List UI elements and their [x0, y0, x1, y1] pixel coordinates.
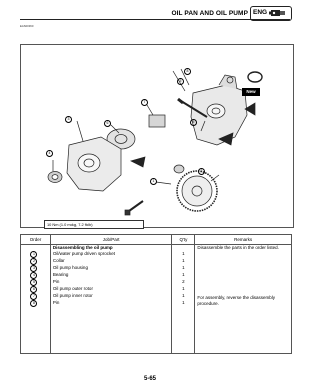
part-name: Pin: [50, 300, 172, 307]
col-qty: Q'ty: [172, 235, 195, 245]
torque-spec: [44, 220, 144, 229]
page-title: OIL PAN AND OIL PUMP: [171, 10, 248, 17]
table-row-spacer: [21, 307, 292, 354]
callout-5: 5: [190, 119, 197, 126]
part-qty: 1: [172, 293, 195, 300]
header-rule: [20, 19, 290, 20]
col-order: Order: [21, 235, 51, 245]
part-name: Oil pump outer rotor: [50, 286, 172, 293]
order-number: 4: [30, 272, 37, 279]
engine-icon: [268, 8, 288, 18]
part-qty: 1: [172, 286, 195, 293]
part-qty: 1: [172, 251, 195, 258]
exploded-diagram: [20, 44, 294, 228]
order-number: 7: [30, 293, 37, 300]
part-name: Bearing: [50, 272, 172, 279]
new-part-badge: New: [242, 88, 260, 96]
callout-3: 3: [65, 116, 72, 123]
order-number: 8: [30, 300, 37, 307]
remarks-cell: [195, 245, 292, 308]
callout-7: 7: [141, 99, 148, 106]
part-name: Collar: [50, 258, 172, 265]
order-number: 2: [30, 258, 37, 265]
remark-bottom: For assembly, reverse the disassembly procedure.: [197, 295, 276, 306]
part-qty: 1: [172, 265, 195, 272]
part-name: Pin: [50, 279, 172, 286]
callout-8: 8: [184, 68, 191, 75]
callout-5-top: 5: [177, 78, 184, 85]
part-name: Oil pump housing: [50, 265, 172, 272]
eng-badge-label: ENG: [253, 8, 268, 16]
callout-6: 6: [104, 120, 111, 127]
order-number: 1: [30, 251, 37, 258]
torque-spec-text: 10 Nm (1.0 m•kg, 7.2 ft•lb): [47, 222, 93, 227]
oil-pump-illustration: [21, 45, 293, 227]
section-title: Disassembling the oil pump: [50, 245, 172, 252]
part-name: Oil/water pump driven sprocket: [50, 251, 172, 258]
callout-4: 4: [46, 150, 53, 157]
order-number: 3: [30, 265, 37, 272]
part-qty: 1: [172, 258, 195, 265]
part-qty: 2: [172, 279, 195, 286]
reference-code: EAS00360: [20, 24, 34, 28]
parts-table: [20, 234, 292, 354]
part-qty: 1: [172, 272, 195, 279]
col-job-part: Job/Part: [50, 235, 172, 245]
order-number: 5: [30, 279, 37, 286]
order-number: 6: [30, 286, 37, 293]
callout-1: 1: [150, 178, 157, 185]
page-number: 5-65: [143, 376, 156, 382]
part-qty: 1: [172, 300, 195, 307]
part-name: Oil pump inner rotor: [50, 293, 172, 300]
remark-top: Disassemble the parts in the order listed.: [197, 245, 279, 250]
callout-2: 2: [198, 168, 205, 175]
col-remarks: Remarks: [195, 235, 292, 245]
